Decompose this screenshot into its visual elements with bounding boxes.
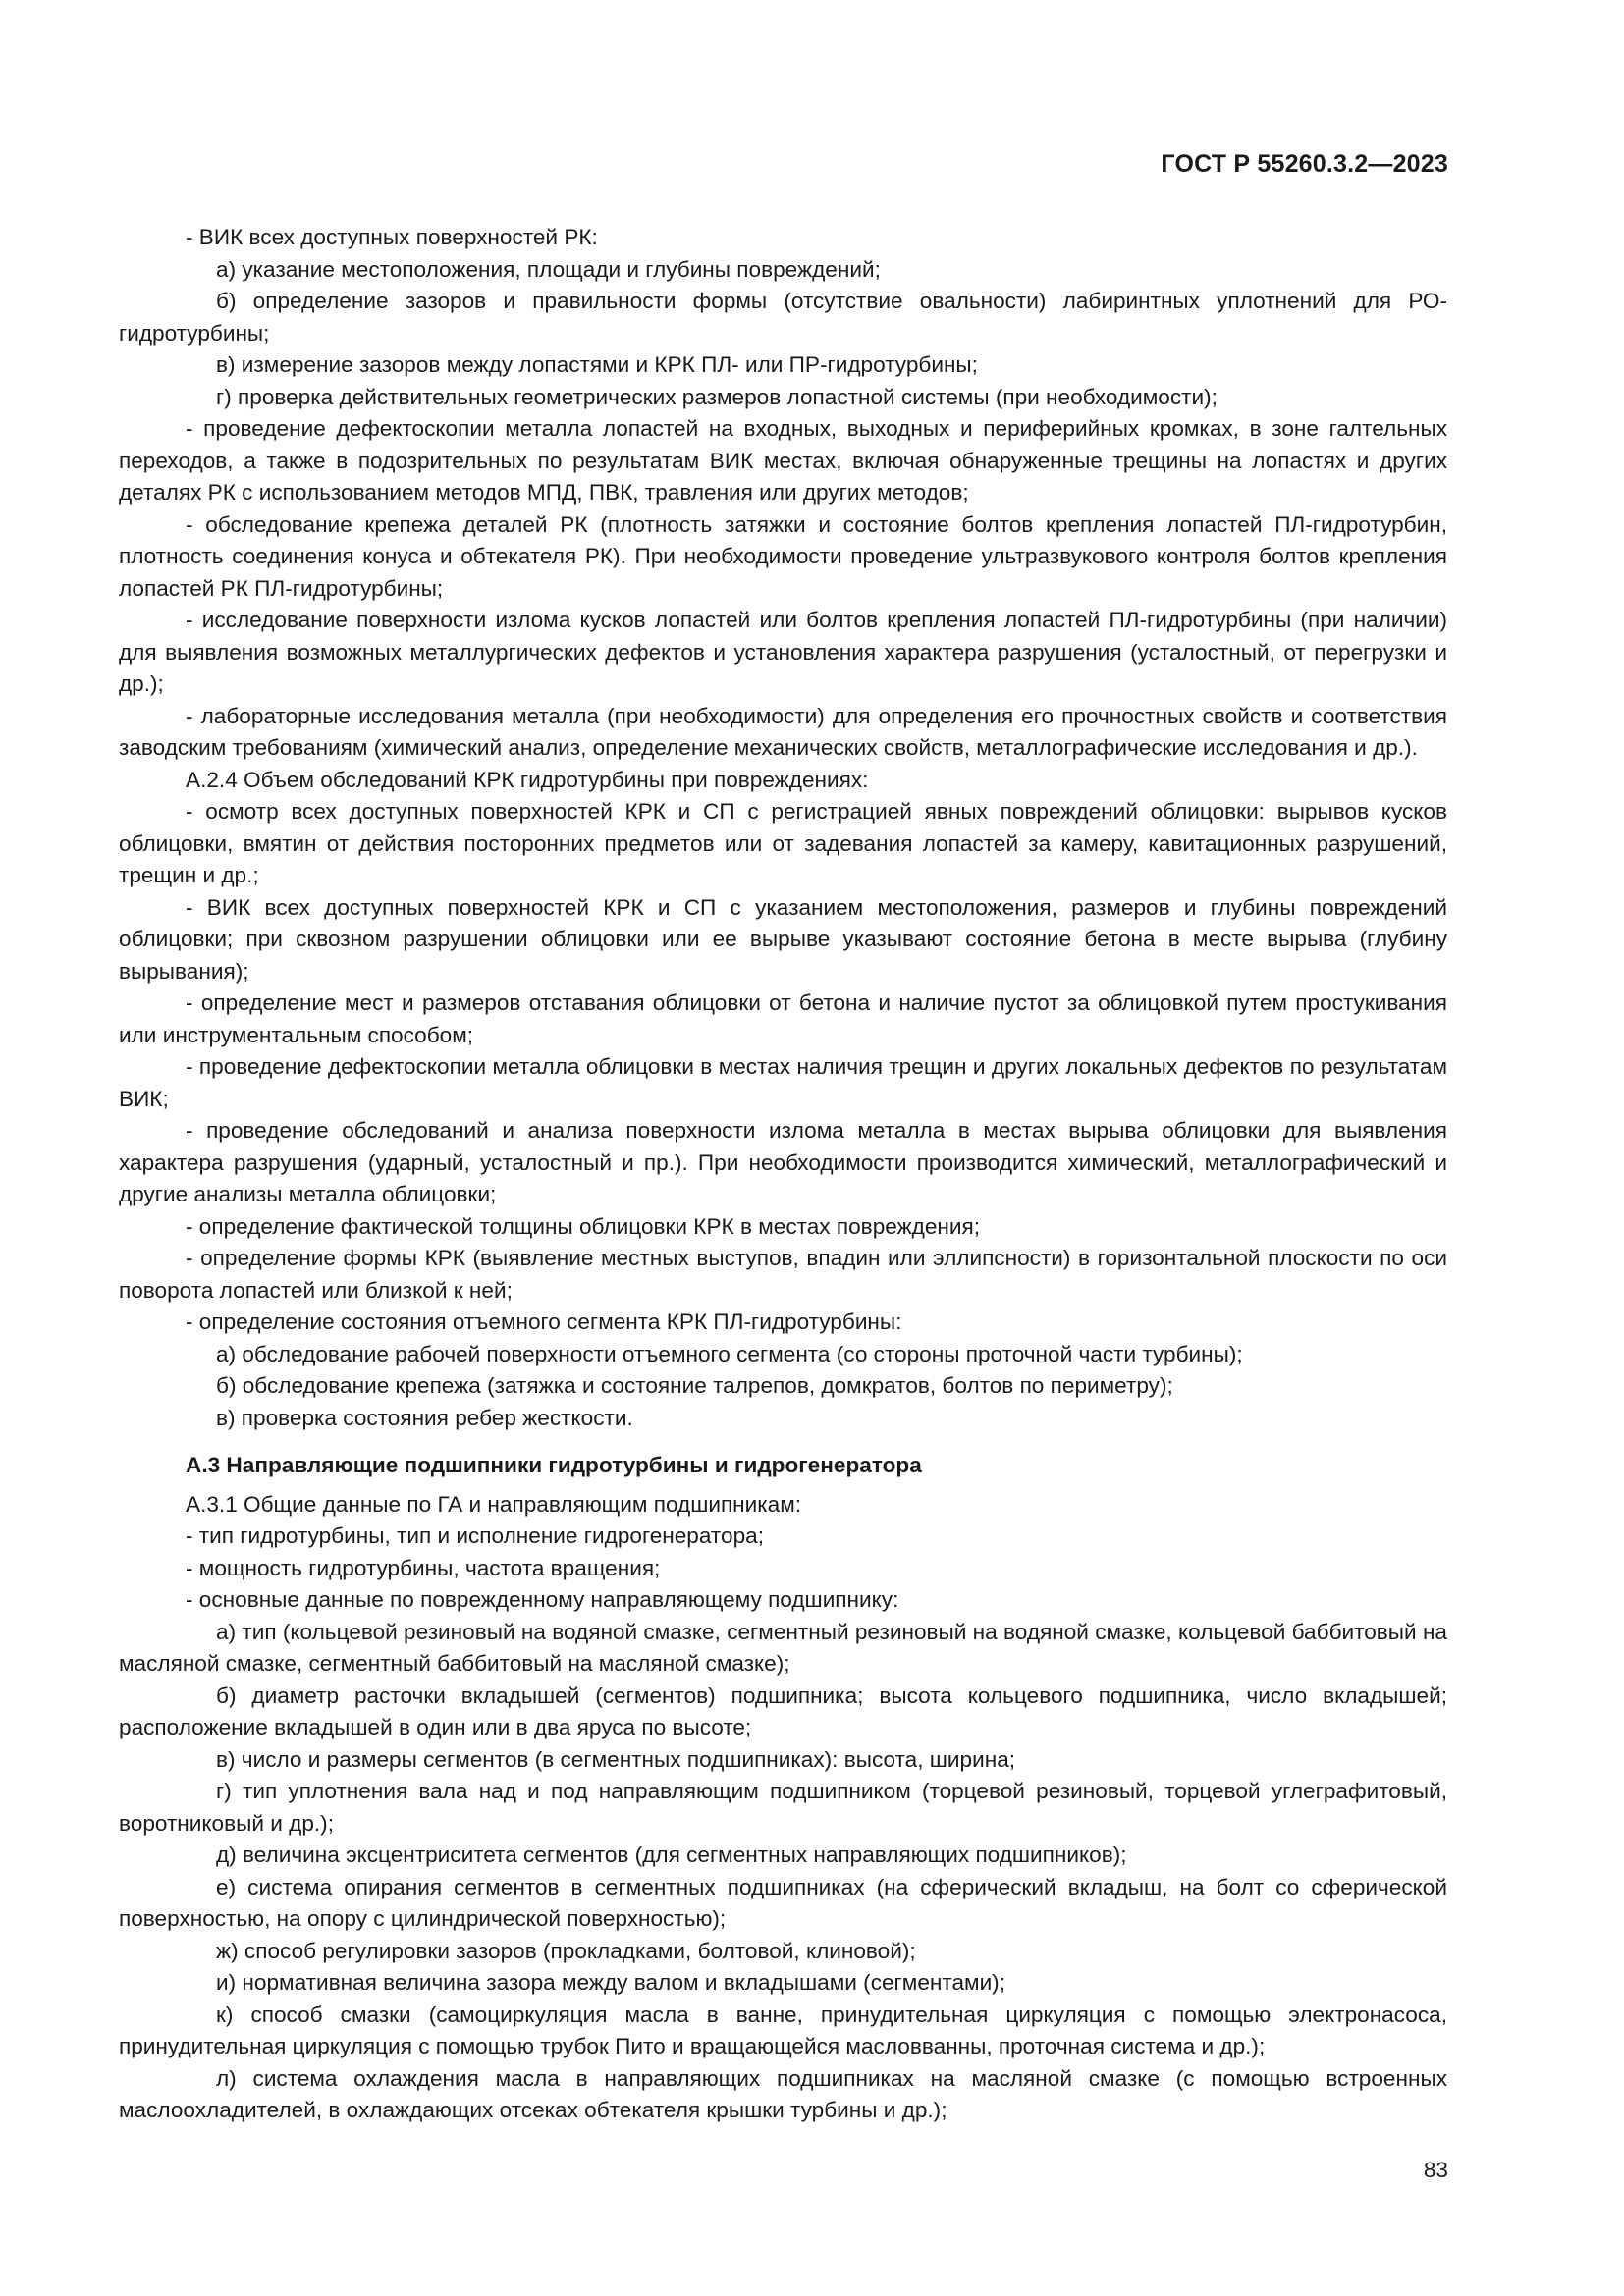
paragraph: - лабораторные исследования металла (при необходимости) для определения его прочностных свойств и соответствия заводским требованиям (химический анализ, определение механических свойств, металлографические исследования и др.).: [119, 703, 1447, 760]
paragraph: - тип гидротурбины, тип и исполнение гидрогенератора;: [186, 1523, 765, 1548]
paragraph: - определение фактической толщины облицовки КРК в местах повреждения;: [186, 1213, 981, 1239]
paragraph: - проведение дефектоскопии металла облицовки в местах наличия трещин и других локальных дефектов по результатам ВИК;: [119, 1054, 1447, 1111]
paragraph: - мощность гидротурбины, частота вращения;: [186, 1555, 661, 1580]
paragraph: А.2.4 Объем обследований КРК гидротурбины при повреждениях:: [186, 767, 869, 792]
paragraph: б) обследование крепежа (затяжка и состояние талрепов, домкратов, болтов по периметру);: [216, 1373, 1173, 1398]
paragraph: - определение мест и размеров отставания облицовки от бетона и наличие пустот за облицовкой путем простукивания или инструментальным способом;: [119, 990, 1447, 1047]
paragraph: в) проверка состояния ребер жесткости.: [216, 1405, 633, 1430]
paragraph: б) диаметр расточки вкладышей (сегментов) подшипника; высота кольцевого подшипника, число вкладышей; расположение вкладышей в один или в два яруса по высоте;: [119, 1682, 1447, 1739]
paragraph: г) тип уплотнения вала над и под направляющим подшипником (торцевой резиновый, торцевой углеграфитовый, воротниковый и др.);: [119, 1779, 1447, 1836]
paragraph: - исследование поверхности излома кусков лопастей или болтов крепления лопастей ПЛ-гидротурбины (при наличии) для выявления возможных металлургических дефектов и установления характера разрушения (усталостный, от перегрузки и др.);: [119, 608, 1447, 696]
paragraph: д) величина эксцентриситета сегментов (для сегментных направляющих подшипников);: [216, 1842, 1127, 1867]
paragraph: а) тип (кольцевой резиновый на водяной смазке, сегментный резиновый на водяной смазке, кольцевой баббитовый на масляной смазке, сегментный баббитовый на масляной смазке);: [119, 1619, 1447, 1676]
paragraph: е) система опирания сегментов в сегментных подшипниках (на сферический вкладыш, на болт со сферической поверхностью, на опору с цилиндрической поверхностью);: [119, 1874, 1447, 1931]
paragraph: г) проверка действительных геометрических размеров лопастной системы (при необходимости);: [216, 384, 1218, 409]
paragraph: - проведение дефектоскопии металла лопастей на входных, выходных и периферийных кромках, в зоне галтельных переходов, а также в подозрительных по результатам ВИК местах, включая обнаруженные трещины на лопастях и других деталях РК с использованием методов МПД, ПВК, травления или других методов;: [119, 416, 1447, 505]
paragraph: - основные данные по поврежденному направляющему подшипнику:: [186, 1587, 899, 1612]
paragraph: - осмотр всех доступных поверхностей КРК и СП с регистрацией явных повреждений облицовки: вырывов кусков облицовки, вмятин от действия посторонних предметов или от задевания лопастей за камеру, кавитационных разрушений, трещин и др.;: [119, 799, 1447, 887]
paragraph: ж) способ регулировки зазоров (прокладками, болтовой, клиновой);: [216, 1938, 916, 1963]
paragraph: - проведение обследований и анализа поверхности излома металла в местах вырыва облицовки для выявления характера разрушения (ударный, усталостный и пр.). При необходимости производится химический, металлографический и другие анализы металла облицовки;: [119, 1118, 1447, 1206]
paragraph: к) способ смазки (самоциркуляция масла в ванне, принудительная циркуляция с помощью электронасоса, принудительная циркуляция с помощью трубок Пито и вращающейся масловванны, проточная система и др.);: [119, 2002, 1447, 2058]
paragraph-block-1: [119, 222, 1447, 1434]
page-number: 83: [1423, 2158, 1448, 2182]
paragraph: - ВИК всех доступных поверхностей КРК и СП с указанием местоположения, размеров и глубины повреждений облицовки; при сквозном разрушении облицовки или ее вырыве указывают состояние бетона в месте вырыва (глубину вырывания);: [119, 894, 1447, 984]
paragraph: - обследование крепежа деталей РК (плотность затяжки и состояние болтов крепления лопастей ПЛ-гидротурбин, плотность соединения конуса и обтекателя РК). При необходимости проведение ультразвукового контроля болтов крепления лопастей РК ПЛ-гидротурбины;: [119, 511, 1447, 601]
paragraph: л) система охлаждения масла в направляющих подшипниках на масляной смазке (с помощью встроенных маслоохладителей, в охлаждающих отсеках обтекателя крышки турбины и др.);: [119, 2065, 1447, 2122]
paragraph: - определение состояния отъемного сегмента КРК ПЛ-гидротурбины:: [186, 1309, 902, 1334]
paragraph: а) обследование рабочей поверхности отъемного сегмента (со стороны проточной части турбины);: [216, 1341, 1243, 1366]
document-header: ГОСТ Р 55260.3.2—2023: [1161, 150, 1448, 178]
paragraph: - ВИК всех доступных поверхностей РК:: [186, 225, 598, 249]
paragraph: в) измерение зазоров между лопастями и КРК ПЛ- или ПР-гидротурбины;: [216, 352, 978, 377]
paragraph-block-2: [119, 1489, 1447, 2127]
document-body: [119, 222, 1447, 2127]
section-heading: А.3 Направляющие подшипники гидротурбины и гидрогенератора: [186, 1453, 922, 1477]
paragraph: - определение формы КРК (выявление местных выступов, впадин или эллипсности) в горизонтальной плоскости по оси поворота лопастей или близкой к ней;: [119, 1246, 1447, 1303]
paragraph: в) число и размеры сегментов (в сегментных подшипниках): высота, ширина;: [216, 1746, 1016, 1772]
paragraph: и) нормативная величина зазора между валом и вкладышами (сегментами);: [216, 1970, 1005, 1995]
paragraph: а) указание местоположения, площади и глубины повреждений;: [216, 256, 881, 282]
paragraph: А.3.1 Общие данные по ГА и направляющим подшипникам:: [186, 1491, 802, 1517]
paragraph: б) определение зазоров и правильности формы (отсутствие овальности) лабиринтных уплотнений для РО-гидротурбины;: [119, 289, 1447, 346]
